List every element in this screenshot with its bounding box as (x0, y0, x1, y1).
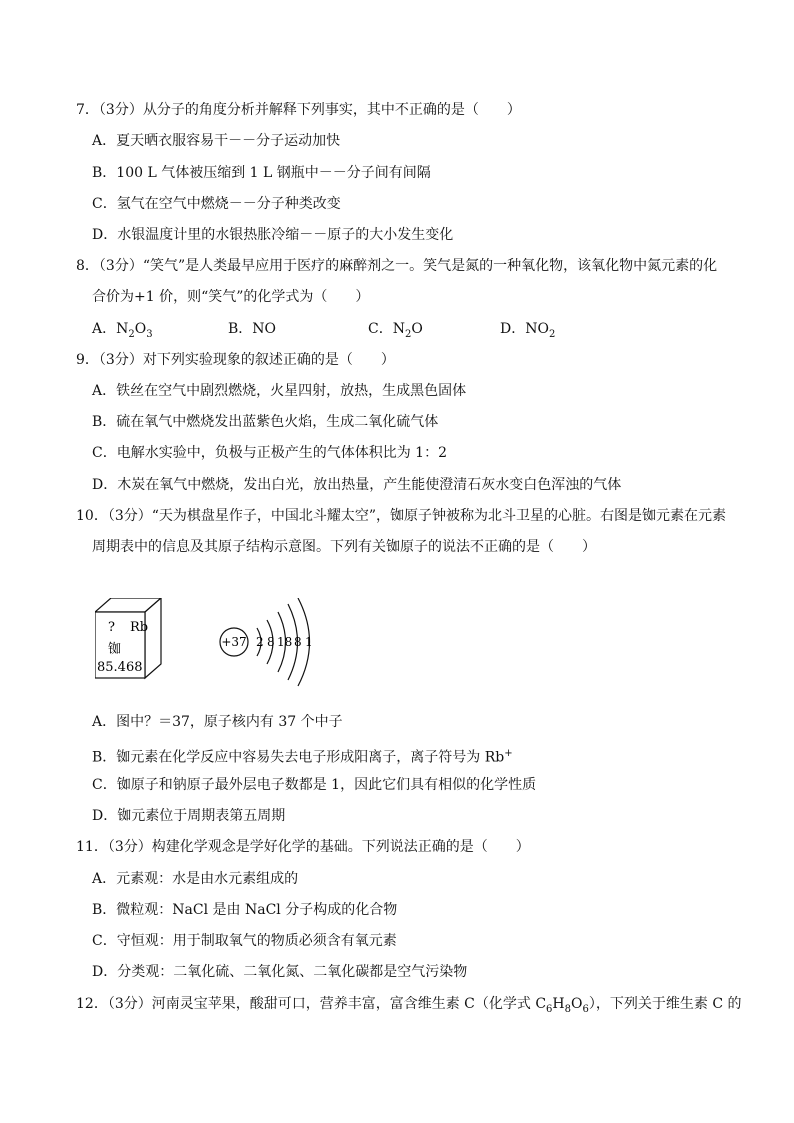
q8-stem-continued: 合价为+1 价，则“笑气”的化学式为（ ） (92, 289, 370, 305)
element-symbol: Rb (130, 620, 149, 635)
shell-4-count: 8 (294, 635, 302, 649)
shell-5-count: 1 (305, 635, 313, 649)
q9-option-a: A．铁丝在空气中剧烈燃烧，火星四射，放热，生成黑色固体 (92, 383, 467, 399)
q7-option-c: C．氢气在空气中燃烧－－分子种类改变 (92, 196, 341, 212)
shell-3-count: 18 (277, 635, 293, 649)
q11-option-d: D．分类观：二氧化硫、二氧化氮、二氧化碳都是空气污染物 (92, 964, 468, 980)
shell-1-count: 2 (256, 635, 264, 649)
element-name: 铷 (108, 642, 122, 657)
q12-stem: 12．（3分）河南灵宝苹果，酸甜可口，营养丰富，富含维生素 C（化学式 $C_6H_8O_6$），下列关于维生素 C 的 (76, 996, 742, 1015)
q8-option-c: C．$N_2O$ (368, 321, 423, 340)
q10-option-b: B．铷元素在化学反应中容易失去电子形成阳离子，离子符号为 Rb+ (92, 748, 513, 766)
q11-option-b: B．微粒观：NaCl 是由 NaCl 分子构成的化合物 (92, 902, 398, 918)
q9-option-c: C．电解水实验中，负极与正极产生的气体体积比为 1：2 (92, 445, 447, 461)
q10-option-a: A．图中？＝37，原子核内有 37 个中子 (92, 714, 343, 730)
q9-option-b: B．硫在氧气中燃烧发出蓝紫色火焰，生成二氧化硫气体 (92, 414, 439, 430)
shell-2-count: 8 (267, 635, 275, 649)
q11-option-c: C．守恒观：用于制取氧气的物质必须含有氧元素 (92, 933, 397, 949)
q8-option-d: D．$NO_2$ (500, 321, 556, 340)
q10-stem-continued: 周期表中的信息及其原子结构示意图。下列有关铷原子的说法不正确的是（ ） (92, 539, 596, 555)
q10-option-d: D．铷元素位于周期表第五周期 (92, 808, 286, 824)
rubidium-figure (95, 598, 325, 688)
q7-option-b: B．100 L 气体被压缩到 1 L 钢瓶中－－分子间有间隔 (92, 165, 431, 181)
nucleus-charge: +37 (221, 635, 247, 649)
q10-option-c: C．铷原子和钠原子最外层电子数都是 1，因此它们具有相似的化学性质 (92, 777, 537, 793)
atomic-mass: 85.468 (97, 660, 143, 675)
rubidium-diagram (95, 598, 325, 688)
q11-stem: 11．（3分）构建化学观念是学好化学的基础。下列说法正确的是（ ） (76, 839, 530, 855)
q7-option-a: A．夏天晒衣服容易干－－分子运动加快 (92, 133, 341, 149)
q7-stem: 7．（3分）从分子的角度分析并解释下列事实，其中不正确的是（ ） (76, 102, 521, 118)
q9-option-d: D．木炭在氧气中燃烧，发出白光，放出热量，产生能使澄清石灰水变白色浑浊的气体 (92, 477, 622, 493)
q8-stem: 8．（3分）“笑气”是人类最早应用于医疗的麻醉剂之一。笑气是氮的一种氧化物，该氧化物中氮元素的化 (76, 258, 718, 274)
q11-option-a: A．元素观：水是由水元素组成的 (92, 871, 299, 887)
q8-option-a: A．$N_2O_3$ (92, 321, 153, 340)
atomic-number: ? (108, 620, 115, 635)
q10-stem: 10．（3分）“天为棋盘星作子，中国北斗耀太空”，铷原子钟被称为北斗卫星的心脏。右图是铷元素在元素 (76, 508, 727, 524)
q8-option-b: B．NO (228, 321, 277, 337)
q7-option-d: D．水银温度计里的水银热胀冷缩－－原子的大小发生变化 (92, 227, 454, 243)
q9-stem: 9．（3分）对下列实验现象的叙述正确的是（ ） (76, 352, 395, 368)
